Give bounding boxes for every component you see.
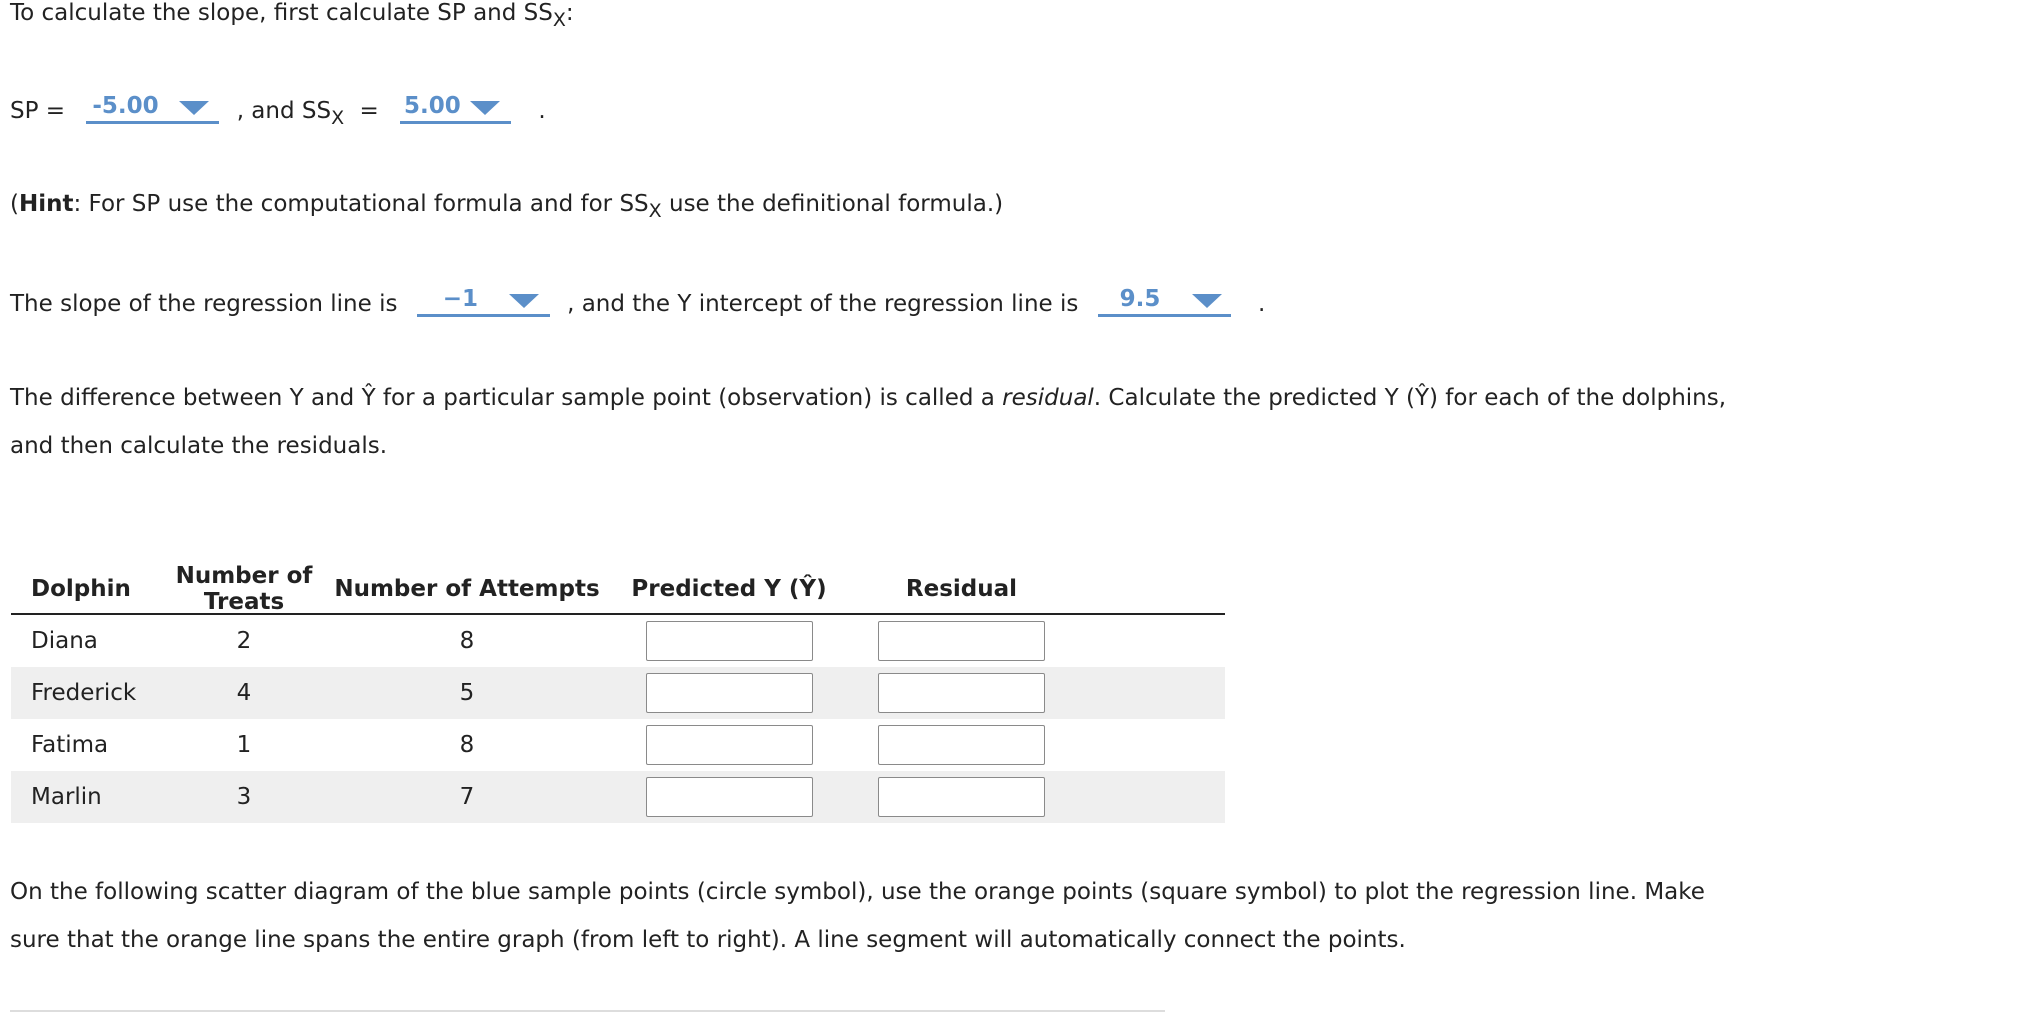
slope-value: −1 (442, 286, 479, 312)
cell-dolphin: Marlin (31, 784, 102, 810)
residual-input[interactable] (878, 725, 1045, 765)
table-header-row (11, 565, 1225, 615)
sp-dropdown[interactable] (86, 90, 219, 124)
intercept-dropdown[interactable] (1098, 283, 1231, 317)
header-predicted: Predicted Y (Ŷ) (631, 576, 827, 602)
sp-value: -5.00 (92, 93, 159, 119)
cell-dolphin: Fatima (31, 732, 109, 758)
hint-text: (Hint: For SP use the computational formula and for $SS_X$ use the definitional formula.) (10, 191, 1004, 222)
cell-attempts: 8 (459, 628, 475, 654)
table-row (11, 771, 1225, 823)
slope-intercept-row: The slope of the regression line is −1 , and the Y intercept of the regression line is 9.5 . (10, 283, 1265, 323)
scatter-instructions-line1: On the following scatter diagram of the blue sample points (circle symbol), use the orange points (square symbol) to plot the regression line. Make (10, 879, 1705, 905)
predicted-y-input[interactable] (646, 725, 813, 765)
table-row (11, 667, 1225, 719)
predicted-y-input[interactable] (646, 621, 813, 661)
residual-input[interactable] (878, 673, 1045, 713)
scatter-instructions-line2: sure that the orange line spans the entire graph (from left to right). A line segment will automatically connect the points. (10, 927, 1406, 953)
table-row (11, 719, 1225, 771)
residual-input[interactable] (878, 777, 1045, 817)
ssx-value: 5.00 (404, 93, 461, 119)
cell-attempts: 8 (459, 732, 475, 758)
caret-down-icon (470, 101, 500, 115)
header-treats: Number of Treats (175, 563, 313, 615)
caret-down-icon (509, 294, 539, 308)
table-wrapper (11, 565, 1225, 823)
table-row (11, 615, 1225, 667)
sp-ssx-row: SP = -5.00 , and $SS_X$ = 5.00 . (10, 90, 546, 130)
slope-dropdown[interactable] (417, 283, 550, 317)
header-residual: Residual (905, 576, 1018, 602)
cell-attempts: 5 (459, 680, 475, 706)
cell-attempts: 7 (459, 784, 475, 810)
residual-input[interactable] (878, 621, 1045, 661)
intro-text: To calculate the slope, first calculate SP and $SS_X$: (10, 0, 574, 31)
cell-treats: 3 (236, 784, 252, 810)
header-dolphin: Dolphin (31, 576, 131, 602)
predicted-y-input[interactable] (646, 673, 813, 713)
cell-dolphin: Diana (31, 628, 98, 654)
intercept-value: 9.5 (1119, 286, 1161, 312)
header-attempts: Number of Attempts (334, 576, 600, 602)
residual-paragraph-line2: and then calculate the residuals. (10, 433, 388, 459)
cell-treats: 4 (236, 680, 252, 706)
residual-paragraph: The difference between Y and Ŷ for a particular sample point (observation) is called a residual. Calculate the predicted Y (Ŷ) for each of the dolphins, (10, 385, 1727, 411)
graph-top-border (10, 1010, 1165, 1012)
cell-treats: 2 (236, 628, 252, 654)
cell-dolphin: Frederick (31, 680, 137, 706)
cell-treats: 1 (236, 732, 252, 758)
predicted-y-input[interactable] (646, 777, 813, 817)
caret-down-icon (1192, 294, 1222, 308)
sp-label: SP = (10, 97, 66, 124)
ssx-dropdown[interactable] (400, 90, 511, 124)
caret-down-icon (179, 101, 209, 115)
